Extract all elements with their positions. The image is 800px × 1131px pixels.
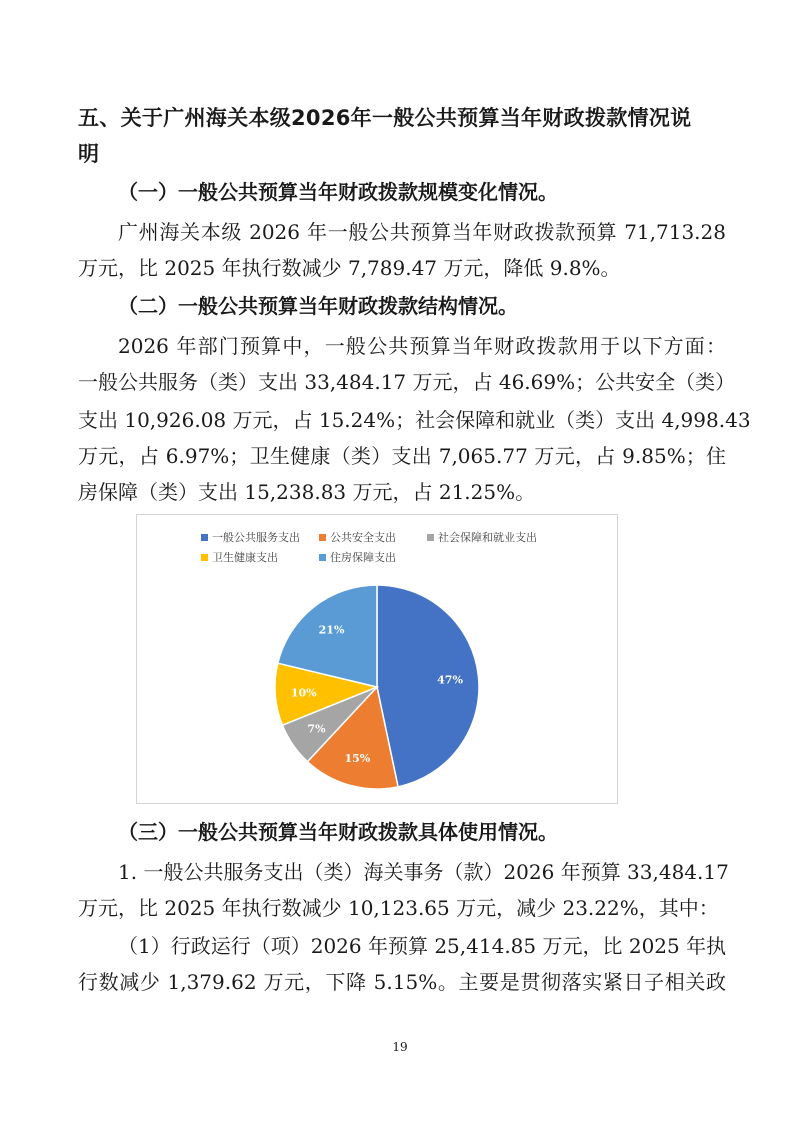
subheading-2: （二）一般公共预算当年财政拨款结构情况。 bbox=[118, 294, 518, 318]
legend-label: 公共安全支出 bbox=[330, 531, 396, 544]
paragraph-2-line-1: 2026 年部门预算中，一般公共预算当年财政拨款用于以下方面： bbox=[118, 334, 726, 358]
legend-label: 一般公共服务支出 bbox=[212, 531, 300, 544]
legend-label: 社会保障和就业支出 bbox=[438, 531, 537, 544]
section-title-line-2: 明 bbox=[78, 142, 99, 166]
legend-label: 卫生健康支出 bbox=[212, 551, 278, 564]
paragraph-1-line-1: 广州海关本级 2026 年一般公共预算当年财政拨款预算 71,713.28 bbox=[118, 220, 726, 244]
paragraph-4-line-1: （1）行政运行（项）2026 年预算 25,414.85 万元，比 2025 年执 bbox=[118, 934, 727, 958]
section-title-line-1: 五、关于广州海关本级2026年一般公共预算当年财政拨款情况说 bbox=[78, 106, 692, 130]
paragraph-3-line-2: 万元，比 2025 年执行数减少 10,123.65 万元，减少 23.22%，其中： bbox=[78, 896, 719, 920]
paragraph-1-line-2: 万元，比 2025 年执行数减少 7,789.47 万元，降低 9.8%。 bbox=[78, 256, 621, 280]
paragraph-2-line-5: 房保障（类）支出 15,238.83 万元，占 21.25%。 bbox=[78, 480, 536, 504]
slice-label: 21% bbox=[318, 623, 345, 637]
paragraph-2-line-2: 一般公共服务（类）支出 33,484.17 万元，占 46.69%；公共安全（类） bbox=[78, 370, 736, 394]
pie-chart bbox=[136, 514, 618, 804]
paragraph-4-line-2: 行数减少 1,379.62 万元，下降 5.15%。主要是贯彻落实紧日子相关政 bbox=[78, 970, 726, 994]
subheading-1: （一）一般公共预算当年财政拨款规模变化情况。 bbox=[118, 180, 558, 204]
slice-label: 10% bbox=[290, 686, 317, 700]
pie-svg bbox=[137, 515, 617, 803]
slice-label: 15% bbox=[344, 751, 371, 765]
slice-label: 47% bbox=[437, 673, 463, 687]
slice-label: 7% bbox=[307, 722, 326, 736]
legend-label: 住房保障支出 bbox=[330, 551, 396, 564]
paragraph-2-line-3: 支出 10,926.08 万元，占 15.24%；社会保障和就业（类）支出 4,998.43 bbox=[78, 408, 751, 432]
page-number: 19 bbox=[392, 1040, 408, 1054]
paragraph-2-line-4: 万元，占 6.97%；卫生健康（类）支出 7,065.77 万元，占 9.85%；住 bbox=[78, 444, 726, 468]
paragraph-3-line-1: 1. 一般公共服务支出（类）海关事务（款）2026 年预算 33,484.17 bbox=[118, 860, 729, 884]
subheading-3: （三）一般公共预算当年财政拨款具体使用情况。 bbox=[118, 820, 558, 844]
